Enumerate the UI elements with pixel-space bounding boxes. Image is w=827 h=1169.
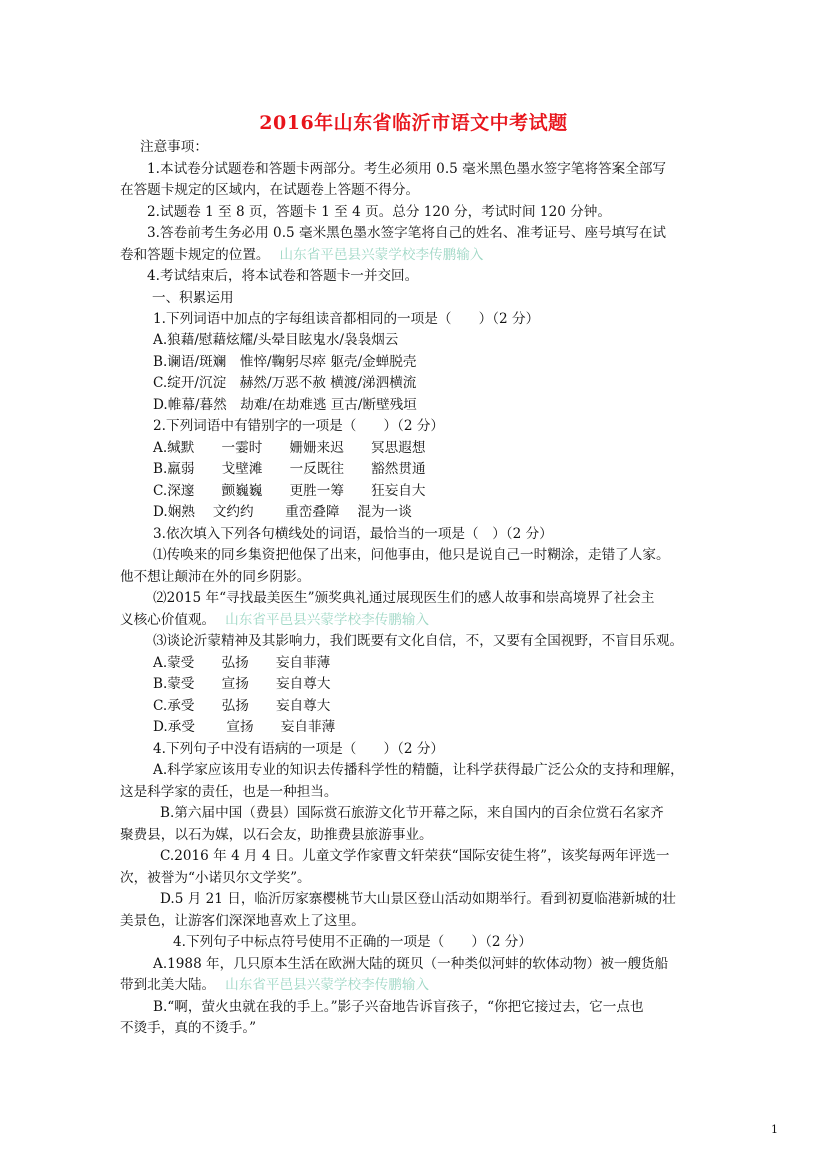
line-text: D.帷幕/暮然 劫难/在劫难逃 亘古/断壁残垣	[153, 397, 417, 413]
text-line	[153, 954, 668, 974]
line-text: 2.下列词语中有错别字的一项是（ ）（2 分）	[153, 418, 445, 434]
line-text: D.承受 宣扬 妄自菲薄	[153, 719, 336, 735]
text-line	[153, 481, 426, 501]
line-text: B.第六届中国（费县）国际赏石旅游文化节开幕之际，来自国内的百余位赏石名家齐	[160, 805, 664, 821]
line-text: A.狼藉/慰藉炫耀/头晕目眩鬼水/袅袅烟云	[153, 332, 399, 348]
text-line	[160, 846, 669, 866]
text-line	[173, 932, 532, 952]
text-line	[153, 717, 335, 737]
line-text: 卷和答题卡规定的位置。	[120, 247, 270, 263]
text-line	[147, 223, 666, 243]
text-line	[153, 309, 539, 329]
line-text: C.绽开/沉淀 赫然/万恶不赦 横渡/涕泗横流	[153, 375, 417, 391]
line-text: D.5 月 21 日，临沂厉家寨樱桃节大山景区登山活动如期举行。看到初夏临港新城的壮	[160, 891, 676, 907]
line-text: D.娴熟 文约约 重峦叠障 混为一谈	[153, 504, 412, 520]
line-text: A.科学家应该用专业的知识去传播科学性的精髓，让科学获得最广泛公众的支持和理解，	[153, 762, 684, 778]
line-text: 1.本试卷分试题卷和答题卡两部分。考生必须用 0.5 毫米黑色墨水签字笔将答案全部写	[147, 161, 667, 177]
text-line	[120, 567, 310, 587]
line-text: ⑵2015 年“寻找最美医生”颁奖典礼通过展现医生们的感人故事和崇高境界了社会主	[153, 590, 655, 606]
line-text: 2.试题卷 1 至 8 页，答题卡 1 至 4 页。总分 120 分，考试时间 120 分钟。	[147, 204, 611, 220]
text-line	[153, 997, 644, 1017]
text-line	[153, 438, 425, 458]
text-line	[153, 352, 416, 372]
page-number: 1	[771, 1123, 778, 1136]
line-text: 注意事项：	[140, 139, 208, 155]
text-line	[160, 889, 676, 909]
line-text: 义核心价值观。	[120, 612, 216, 628]
watermark-text: 山东省平邑县兴蒙学校李传鹏输入	[225, 977, 430, 993]
line-text: 聚费县，以石为媒，以石会友，助推费县旅游事业。	[120, 827, 433, 843]
line-text: 不烫手，真的不烫手。”	[120, 1020, 257, 1036]
text-line	[120, 868, 311, 888]
line-text: 4.下列句子中没有语病的一项是（ ）（2 分）	[153, 741, 445, 757]
text-line	[120, 1018, 256, 1038]
text-line	[147, 202, 611, 222]
text-line	[147, 266, 418, 286]
watermark-text: 山东省平邑县兴蒙学校李传鹏输入	[225, 612, 430, 628]
text-line	[153, 524, 553, 544]
page-title: 2016年山东省临沂市语文中考试题	[259, 112, 568, 134]
text-line	[160, 803, 664, 823]
line-text: 1.下列词语中加点的字每组读音都相同的一项是（ ）（2 分）	[153, 311, 540, 327]
line-text: B.谰语/斑斓 惟悴/鞠躬尽瘁 躯壳/金蝉脱壳	[153, 354, 417, 370]
line-text: 这是科学家的责任，也是一种担当。	[120, 784, 338, 800]
text-line	[153, 631, 683, 651]
text-line	[153, 545, 670, 565]
line-text: C.承受 弘扬 妄自尊大	[153, 698, 331, 714]
text-line	[153, 588, 654, 608]
text-line	[153, 395, 417, 415]
text-line	[153, 416, 444, 436]
line-text: B.羸弱 戈壁滩 一反既往 豁然贯通	[153, 461, 426, 477]
line-text: 在答题卡规定的区域内，在试题卷上答题不得分。	[120, 182, 420, 198]
line-text: ⑴传唤来的同乡集资把他保了出来，问他事由，他只是说自己一时糊涂，走错了人家。	[153, 547, 670, 563]
text-line	[153, 459, 426, 479]
line-text: 带到北美大陆。	[120, 977, 216, 993]
line-text: ⑶谈论沂蒙精神及其影响力，我们既要有文化自信，不，又要有全国视野，不盲目乐观。	[153, 633, 684, 649]
line-text: A.蒙受 弘扬 妄自菲薄	[153, 655, 331, 671]
text-line	[140, 137, 208, 157]
text-line	[120, 610, 429, 630]
text-line	[120, 975, 429, 995]
text-line	[120, 911, 365, 931]
text-line	[120, 825, 433, 845]
text-line	[120, 245, 483, 265]
line-text: 次，被誉为“小诺贝尔文学奖”。	[120, 870, 311, 886]
line-text: 4.考试结束后，将本试卷和答题卡一并交回。	[147, 268, 419, 284]
text-line	[153, 674, 330, 694]
text-line	[153, 653, 330, 673]
text-line	[153, 696, 330, 716]
line-text: 4.下列句子中标点符号使用不正确的一项是（ ）（2 分）	[173, 934, 532, 950]
line-text: B.“啊，萤火虫就在我的手上。”影子兴奋地告诉盲孩子，“你把它接过去，它一点也	[153, 999, 644, 1015]
line-text: 他不想让颠沛在外的同乡阴影。	[120, 569, 311, 585]
text-line	[153, 502, 412, 522]
text-line	[153, 330, 398, 350]
line-text: 3.答卷前考生务必用 0.5 毫米黑色墨水签字笔将自己的姓名、准考证号、座号填写在试	[147, 225, 667, 241]
line-text: 3.依次填入下列各句横线处的词语，最恰当的一项是（ ）（2 分）	[153, 526, 553, 542]
text-line	[153, 373, 416, 393]
line-text: 一、积累运用	[152, 290, 234, 306]
text-line	[120, 180, 419, 200]
line-text: C.2016 年 4 月 4 日。儿童文学作家曹文轩荣获“国际安徒生将”，该奖每两年评选一	[160, 848, 670, 864]
line-text: B.蒙受 宣扬 妄自尊大	[153, 676, 331, 692]
line-text: A.缄默 一霎时 姗姗来迟 冥思遐想	[153, 440, 426, 456]
text-line	[152, 288, 234, 308]
line-text: A.1988 年，几只原本生活在欧洲大陆的斑贝（一种类似河蚌的软体动物）被一艘货船	[153, 956, 669, 972]
text-line	[147, 159, 666, 179]
text-line	[153, 739, 444, 759]
text-line	[153, 760, 684, 780]
line-text: C.深邃 颤巍巍 更胜一筹 狂妄自大	[153, 483, 426, 499]
text-line	[120, 782, 338, 802]
watermark-text: 山东省平邑县兴蒙学校李传鹏输入	[279, 247, 484, 263]
line-text: 美景色，让游客们深深地喜欢上了这里。	[120, 913, 365, 929]
